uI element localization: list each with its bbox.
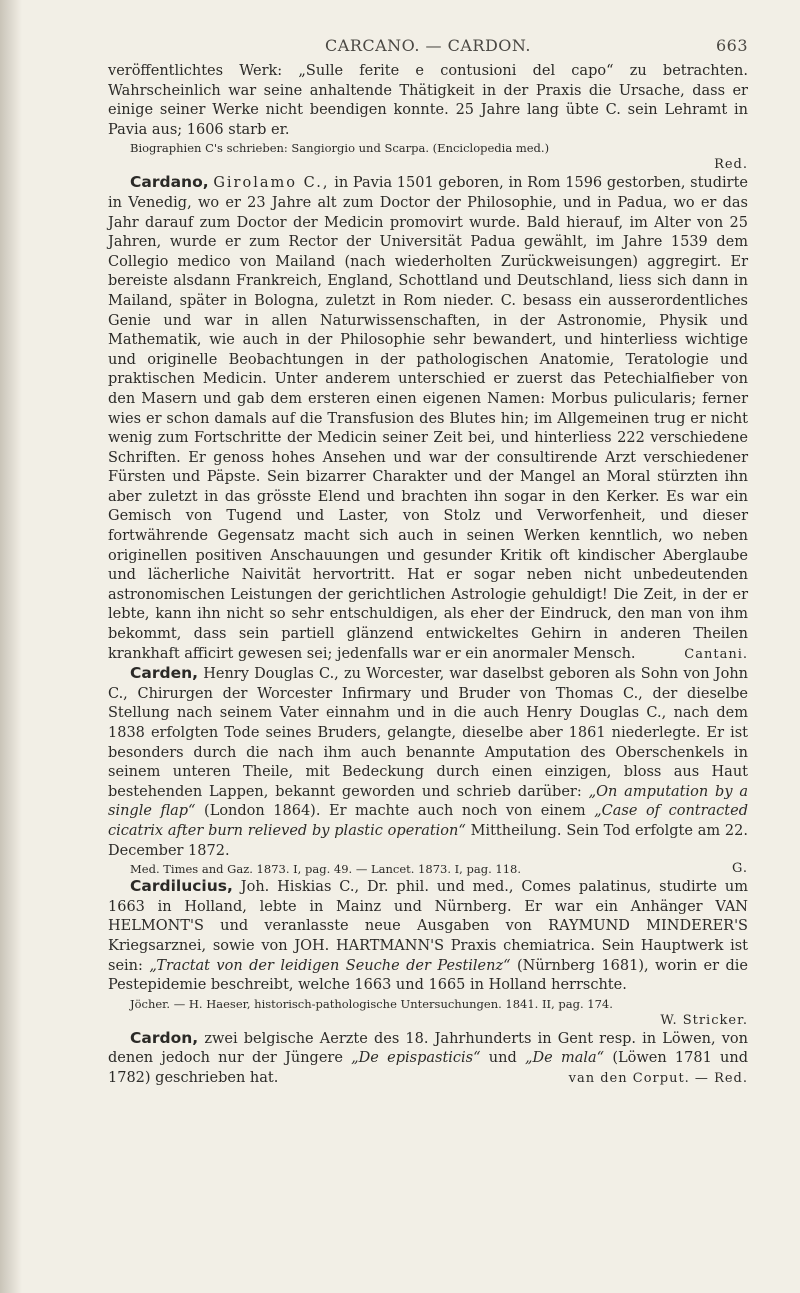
- running-head-title: CARCANO. — CARDON.: [325, 36, 531, 55]
- entry-carden-source-text: Med. Times and Gaz. 1873. I, pag. 49. — Lancet. 1873. I, pag. 118.: [130, 862, 521, 877]
- entry-carcano-author: Red.: [714, 157, 748, 173]
- entry-cardilucius-source: [108, 996, 748, 1012]
- entry-cardilucius-text-2: (Nürnberg 1681), worin er die Pestepidemie beschreibt, welche 1663 und 1665 in Holland herrschte.: [108, 957, 748, 994]
- running-head: [108, 36, 748, 62]
- entry-cardon-text-3: (Löwen 1781 und 1782) geschrieben hat.: [108, 1050, 749, 1086]
- entry-cardon-author: van den Corput. — Red.: [568, 1070, 748, 1086]
- entry-cardano-name: Girolamo C.,: [213, 175, 330, 192]
- entry-carcano-source: [108, 140, 748, 156]
- entry-cardon: [108, 1029, 748, 1089]
- entry-carden-title-2: „Case of contracted cicatrix after burn relieved by plastic operation“: [108, 803, 748, 839]
- entry-cardano-text: in Pavia 1501 geboren, in Rom 1596 gestorben, studirte in Venedig, wo er 23 Jahre alt zum Doctor der Philosophie, und in Padua, wo er das Jahr darauf zum Doctor der Medicin promovirt wurde. Bald hierauf, im Alter von 25 Jahren, wurde er zum Rector der Universität Padua gewählt, im Jahre 1539 dem Collegio medico von Mailand (nach wiederholten Zurückweisungen) aggregirt. Er bereiste alsdann Frankreich, England, Schottland und Deutschland, liess sich dann in Mailand, später in Bologna, zuletzt in Rom nieder. C. besass ein ausserordentliches Genie und war in allen Naturwissenschaften, in der Astronomie, Physik und Mathematik, wie auch in der Philosophie sehr bewandert, und hinterliess wichtige und originelle Beobachtungen in der pathologischen Anatomie, Teratologie und praktischen Medicin. Unter anderem unterschied er zuerst das Petechialfieber von den Masern und gab dem ersteren einen eigenen Namen: Morbus pulicularis; ferner wies er schon damals auf die Transfusion des Blutes hin; im Allgemeinen trug er nicht wenig zum Fortschritte der Medicin seiner Zeit bei, und hinterliess 222 verschiedene Schriften. Er genoss hohes Ansehen und war der consultirende Arzt verschiedener Fürsten und Päpste. Sein bizarrer Charakter und der Mangel an Moral stürzten ihn aber zuletzt in das grösste Elend und brachten ihn sogar in den Kerker. Es war ein Gemisch von Tugend und Laster, von Stolz und Verworfenheit, und dieser fortwährende Gegensatz macht sich auch in seinen Werken kenntlich, wo neben originellen positiven Anschauungen und gesunder Kritik oft kindischer Aberglaube und lächerliche Naivität hervortritt. Hat er sogar neben nicht unbedeutenden astronomischen Leistungen der gerichtlichen Astrologie gehuldigt! Die Zeit, in der er lebte, kann ihn nicht so sehr entschuldigen, als eher der Eindruck, den man von ihm bekommt, dass sein partiell glänzend entwickeltes Gehirn in anderen Theilen krankhaft afficirt gewesen sei; jedenfalls war er ein anormaler Mensch.: [108, 175, 749, 662]
- entry-cardon-title-1: „De epispasticis“: [351, 1050, 481, 1067]
- entry-carden-title-1: „On amputation by a single flap“: [108, 783, 749, 820]
- entry-carden-text-1: Henry Douglas C., zu Worcester, war daselbst geboren als Sohn von John C., Chirurgen der Worcester Infirmary und Bruder von Thomas C., der dieselbe Stellung nach seinem Vater einnahm und in die auch Henry Douglas C., nach dem 1838 erfolgten Tode seines Bruders, gelangte, dieselbe aber 1861 niederlegte. Er ist besonders durch die nach ihm auch benannte Amputation des Oberschenkels in seinem unteren Theile, mit Bedeckung durch einen einzigen, bloss aus Haut bestehenden Lappen, bekannt geworden und schrieb darüber:: [108, 666, 748, 800]
- entry-cardon-headword: Cardon,: [130, 1028, 199, 1047]
- entry-cardano-headword: Cardano,: [130, 173, 209, 192]
- entry-carcano-source-text: Biographien C's schrieben: Sangiorgio und Scarpa. (Enciclopedia med.): [130, 141, 550, 156]
- entry-cardilucius: [108, 877, 748, 996]
- entry-cardilucius-title-1: „Tractat von der leidigen Seuche der Pestilenz“: [149, 957, 511, 974]
- entry-carden-headword: Carden,: [130, 664, 199, 683]
- body-text: [108, 62, 748, 1089]
- entry-cardon-text-1: zwei belgische Aerzte des 18. Jahrhunderts in Gent resp. in Löwen, von denen jedoch nur der Jüngere: [108, 1030, 748, 1067]
- entry-cardon-text-2: und: [488, 1050, 517, 1067]
- entry-carden-author: G.: [731, 861, 748, 877]
- entry-carden-text-3: Mittheilung. Sein Tod erfolgte am 22. December 1872.: [108, 822, 748, 859]
- entry-cardilucius-author: W. Stricker.: [660, 1012, 748, 1028]
- entry-carden-text-2: (London 1864). Er machte auch noch von einem: [204, 803, 586, 820]
- entry-cardilucius-text-1: Joh. Hiskias C., Dr. phil. und med., Comes palatinus, studirte um 1663 in Holland, lebte in Mainz und Nürnberg. Er war ein Anhänger VAN HELMONT'S und veranlasste neue Ausgaben von RAYMUND MINDERER'S Kriegsarznei, sowie von JOH. HARTMANN'S Praxis chemiatrica. Sein Hauptwerk ist sein:: [108, 879, 748, 974]
- entry-carden: [108, 664, 748, 861]
- entry-cardano: [108, 173, 748, 664]
- entry-carden-source: [108, 861, 748, 877]
- page-gutter-shadow: [0, 0, 22, 1293]
- entry-cardano-author: Cantani.: [684, 646, 748, 662]
- page-number: 663: [715, 36, 748, 55]
- entry-cardilucius-headword: Cardilucius,: [130, 877, 233, 896]
- entry-carcano-text: veröffentlichtes Werk: „Sulle ferite e contusioni del capo“ zu betrachten. Wahrscheinlich war seine anhaltende Thätigkeit in der Praxis die Ursache, dass er einige seiner Werke nicht beendigen konnte. 25 Jahre lang übte C. sein Lehramt in Pavia aus; 1606 starb er.: [108, 63, 748, 138]
- entry-cardon-title-2: „De mala“: [525, 1050, 605, 1067]
- entry-cardilucius-source-text: Jöcher. — H. Haeser, historisch-pathologische Untersuchungen. 1841. II, pag. 174.: [130, 996, 613, 1011]
